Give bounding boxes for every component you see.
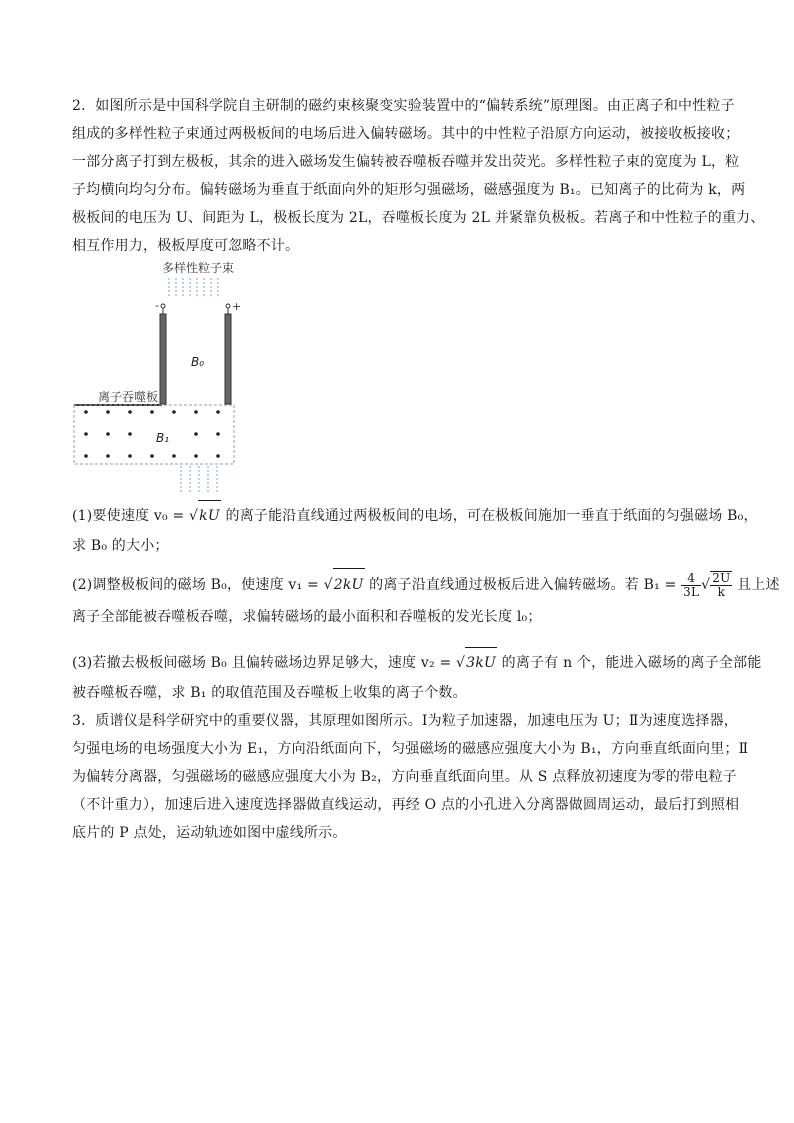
- q3-line-3: 为偏转分离器，匀强磁场的磁感应强度大小为 B₂，方向垂直纸面向里。从 S 点释放初速度为零的带电粒子: [72, 769, 737, 785]
- q3-line-5: 底片的 P 点处，运动轨迹如图中虚线所示。: [72, 825, 347, 841]
- sub3-root: 3kU: [465, 647, 497, 678]
- q3-intro: [72, 707, 749, 847]
- q2-line-5: 极板间的电压为 U、间距为 L，极板长度为 2L，吞噬板长度为 2L 并紧靠负极板。若离子和中性粒子的重力、: [72, 210, 765, 226]
- sub1-line-1: (1)要使速度 v₀ = √kU 的离子能沿直线通过两极板间的电场，可在极板间施加一垂直于纸面的匀强磁场 B₀，: [72, 500, 722, 531]
- negative-plate: [160, 314, 166, 404]
- plus-terminal: [226, 304, 230, 308]
- q2-sub3: [72, 647, 762, 708]
- field-dots: [84, 410, 220, 458]
- q2-line-4: 子均横向均匀分布。偏转磁场为垂直于纸面向外的矩形匀强磁场，磁感强度为 B₁。已知离子的比荷为 k，两: [72, 182, 746, 198]
- q2-line-6: 相互作用力，极板厚度可忽略不计。: [72, 238, 300, 254]
- particle-beam-lines: [169, 278, 218, 298]
- sub1-suffix: 的离子能沿直线通过两极板间的电场，可在极板间施加一垂直于纸面的匀强磁场 B₀，: [220, 508, 758, 524]
- exit-beam-lines: [181, 466, 217, 492]
- sub1-line-2: 求 B₀ 的大小；: [72, 538, 169, 554]
- q3-line-1: 3．质谱仪是科学研究中的重要仪器，其原理如图所示。Ⅰ为粒子加速器，加速电压为 U；Ⅱ为速度选择器，: [72, 713, 738, 729]
- q2-sub2: [72, 568, 780, 633]
- minus-sign: -: [155, 299, 159, 312]
- sub2-fraction: $\frac{4}{3L}$: [683, 570, 700, 599]
- q3-line-4: （不计重力），加速后进入速度选择器做直线运动，再经 O 点的小孔进入分离器做圆周运动，最后打到照相: [72, 797, 740, 813]
- sub1-prefix: (1)要使速度 v₀ =: [72, 508, 190, 524]
- sub2-root-fraction: $\frac{2U}{k}$: [712, 571, 731, 599]
- magnetic-field-region: [74, 405, 234, 464]
- positive-plate: [225, 314, 231, 404]
- q2-line-3: 一部分离子打到左极板，其余的进入磁场发生偏转被吞噬板吞噬并发出荧光。多样性粒子束的宽度为 L，粒: [72, 154, 740, 170]
- minus-terminal: [161, 304, 165, 308]
- sub2-line-2: 离子全部能被吞噬板吞噬，求偏转磁场的最小面积和吞噬板的发光长度 l₀；: [72, 609, 542, 625]
- sub2-middle: 的离子沿直线通过极板后进入偏转磁场。若 B₁ =: [364, 577, 682, 593]
- plate-label: 离子吞噬板: [98, 390, 159, 404]
- b1-label: B₁: [156, 431, 170, 445]
- q2-sub1: [72, 500, 758, 561]
- q2-line-1: 2．如图所示是中国科学院自主研制的磁约束核聚变实验装置中的“偏转系统”原理图。由正离子和中性粒子: [72, 98, 735, 114]
- sub3-line-2: 被吞噬板吞噬，求 B₁ 的取值范围及吞噬板上收集的离子个数。: [72, 685, 467, 701]
- q3-line-2: 匀强电场的电场强度大小为 E₁，方向沿纸面向下，匀强磁场的磁感应强度大小为 B₁，方向垂直纸面向里；Ⅱ: [72, 741, 749, 757]
- plus-sign: +: [232, 300, 242, 313]
- beam-label: 多样性粒子束: [162, 261, 235, 275]
- sub2-suffix: 且上述: [732, 577, 780, 593]
- sub2-line-1: (2)调整极板间的磁场 B₀，使速度 v₁ = √2kU 的离子沿直线通过极板后进入偏转磁场。若 B₁ = $\frac{4}{3L}$ √ $\frac{2U}{k}$ 且上述: [72, 568, 722, 601]
- sub3-suffix: 的离子有 n 个，能进入磁场的离子全部能: [496, 655, 762, 671]
- sub3-prefix: (3)若撤去极板间磁场 B₀ 且偏转磁场边界足够大，速度 v₂ =: [72, 655, 457, 671]
- b0-label: B₀: [191, 355, 205, 369]
- sub2-prefix: (2)调整极板间的磁场 B₀，使速度 v₁ =: [72, 577, 324, 593]
- sub1-root: kU: [198, 500, 221, 531]
- q2-line-2: 组成的多样性粒子束通过两极板间的电场后进入偏转磁场。其中的中性粒子沿原方向运动，被接收板接收；: [72, 126, 740, 142]
- sub2-root: 2kU: [333, 568, 365, 601]
- deflection-system-diagram: [66, 258, 266, 498]
- q2-intro: [72, 92, 765, 260]
- sub3-line-1: (3)若撤去极板间磁场 B₀ 且偏转磁场边界足够大，速度 v₂ = √3kU 的离子有 n 个，能进入磁场的离子全部能: [72, 647, 722, 678]
